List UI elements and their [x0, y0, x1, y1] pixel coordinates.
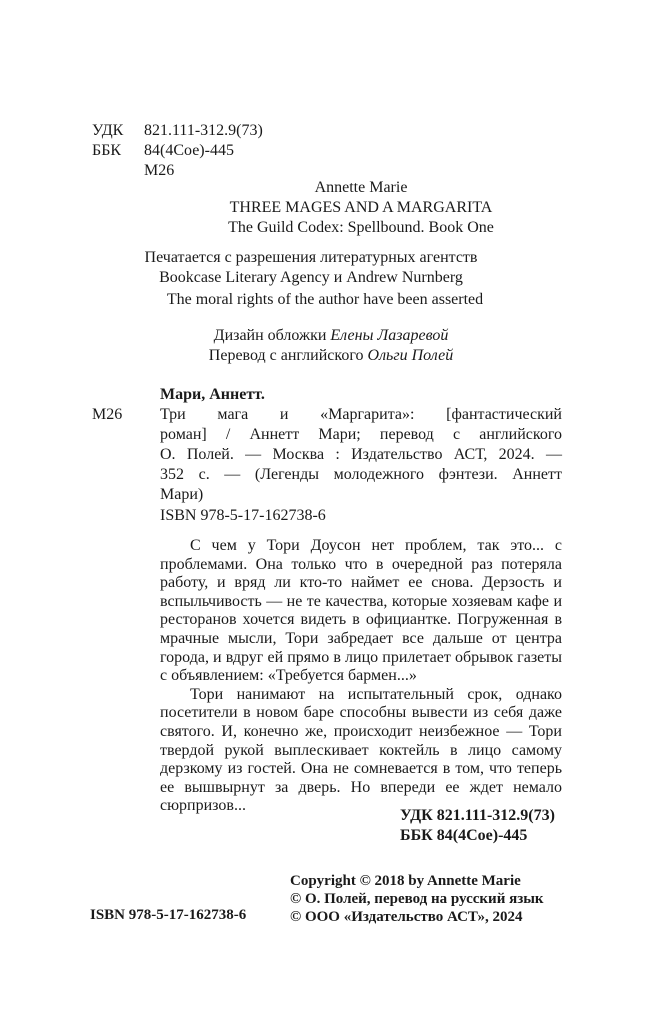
cover-designer-name: Елены Лазаревой	[330, 327, 449, 344]
cover-design-prefix: Дизайн обложки	[213, 327, 331, 344]
original-author: Annette Marie	[314, 179, 408, 196]
record-description	[160, 405, 562, 505]
copyright-line-2: © О. Полей, перевод на русский язык	[290, 891, 544, 907]
original-title: THREE MAGES AND A MARGARITA	[229, 199, 493, 216]
footer-bbk: ББК 84(4Сое)-445	[400, 827, 528, 844]
annotation-paragraph-1: С чем у Тори Доусон нет проблем, так это... с проблемами. Она только что в очередной раз потеряла работу, и вряд ли кто-то наймет ее снова. Дерзость и вспыльчивость — не те качества, которые хозяевам кафе и ресторанов хочется видеть в официантке. Погруженная в мрачные мысли, Тори забредает все дальше от центра города, и вдруг ей прямо в лицо прилетает обрывок газеты с объявлением: «Требуется бармен...»	[160, 537, 562, 685]
footer-codes	[400, 806, 562, 846]
udk-value: 821.111-312.9(73)	[144, 122, 263, 139]
credits-block	[130, 326, 532, 366]
copyright-line-3: © ООО «Издательство АСТ», 2024	[290, 909, 523, 925]
copyright-block	[290, 872, 544, 926]
rights-line-1: Печатается с разрешения литературных агентств	[144, 249, 478, 266]
record-line-2: роман] / Аннетт Мари; перевод с английского	[160, 426, 562, 443]
record-code: М26	[92, 406, 123, 423]
bbk-value: 84(4Сое)-445	[144, 142, 234, 159]
moral-rights: The moral rights of the author have been asserted	[166, 291, 484, 308]
copyright-line-1: Copyright © 2018 by Annette Marie	[290, 873, 521, 889]
udk-label: УДК	[92, 122, 124, 139]
record-line-1: Три мага и «Маргарита»: [фантастический	[160, 406, 562, 423]
author-mark: М26	[144, 162, 175, 179]
cover-design-credit	[130, 326, 532, 346]
record-isbn: ISBN 978-5-17-162738-6	[160, 507, 326, 524]
footer-udk: УДК 821.111-312.9(73)	[400, 807, 555, 824]
record-author-heading: Мари, Аннетт.	[160, 386, 265, 403]
classification-block	[92, 121, 292, 181]
original-title-block	[160, 178, 562, 238]
annotation	[160, 537, 562, 816]
record-line-5: Мари)	[160, 486, 204, 503]
rights-block	[110, 248, 512, 288]
original-series: The Guild Codex: Spellbound. Book One	[228, 219, 494, 236]
bbk-label: ББК	[92, 142, 122, 159]
rights-line-2: Bookcase Literary Agency и Andrew Nurnberg	[159, 269, 463, 286]
translation-credit	[130, 346, 532, 366]
record-line-3: О. Полей. — Москва : Издательство АСТ, 2024. —	[160, 446, 562, 463]
translation-prefix: Перевод с английского	[208, 347, 368, 364]
translator-name: Ольги Полей	[367, 347, 454, 364]
record-line-4: 352 с. — (Легенды молодежного фэнтези. Аннетт	[160, 466, 562, 483]
annotation-paragraph-2: Тори нанимают на испытательный срок, однако посетители в новом баре способны вывести из себя даже святого. И, конечно же, происходит неизбежное — Тори твердой рукой выплескивает коктейль в лицо самому дерзкому из гостей. Она не сомневается в том, что теперь ее вышвырнут за дверь. Но впереди ее ждет немало сюрпризов...	[160, 685, 562, 815]
bottom-isbn: ISBN 978-5-17-162738-6	[90, 907, 247, 923]
